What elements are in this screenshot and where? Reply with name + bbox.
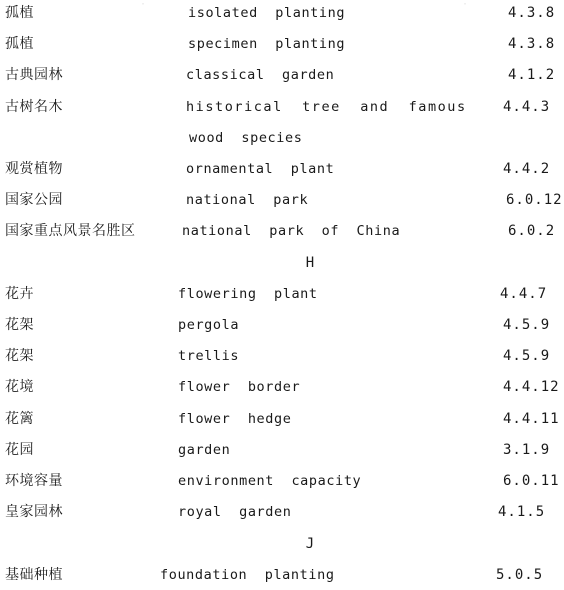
section-letter-j: J [305,536,315,552]
entry-english-term: national park [186,192,309,208]
entry-clause-number: 4.1.2 [508,67,556,83]
entry-row [0,377,564,397]
entry-english-term: flower hedge [178,411,292,427]
entry-chinese-term: 花境 [5,379,34,395]
entry-english-term: environment capacity [178,473,362,489]
entry-english-term: trellis [178,348,240,364]
entry-clause-number: 4.5.9 [503,348,551,364]
entry-row [0,190,564,210]
entry-chinese-term: 古树名木 [5,99,63,115]
entry-english-term: specimen planting [188,36,346,52]
entry-clause-number: 6.0.12 [506,192,563,208]
entry-english-term: national park of China [182,223,401,239]
entry-english-term: flower border [178,379,301,395]
entry-row [0,159,564,179]
entry-chinese-term: 环境容量 [5,473,63,489]
entry-row [0,221,564,241]
entry-clause-number: 4.4.2 [503,161,551,177]
entry-row [0,346,564,366]
entry-clause-number: 4.5.9 [503,317,551,333]
entry-english-term: pergola [178,317,240,333]
entry-row [0,471,564,491]
entry-clause-number: 6.0.2 [508,223,556,239]
watermark-mark-right: · [462,0,469,10]
entry-row [0,565,564,585]
entry-clause-number: 4.4.12 [503,379,560,395]
entry-chinese-term: 孤植 [5,36,34,52]
section-letter-h: H [305,255,315,271]
entry-clause-number: 6.0.11 [503,473,560,489]
entry-english-term: flowering plant [178,286,318,302]
entry-english-term: garden [178,442,231,458]
entry-english-term: classical garden [186,67,335,83]
entry-clause-number: 3.1.9 [503,442,551,458]
entry-clause-number: 5.0.5 [496,567,544,583]
entry-row [0,65,564,85]
entry-chinese-term: 花园 [5,442,34,458]
entry-chinese-term: 花卉 [5,286,34,302]
entry-row [0,34,564,54]
entry-row-continuation [0,128,564,148]
entry-english-term: royal garden [178,504,292,520]
entry-row [0,97,564,117]
entry-chinese-term: 花架 [5,348,34,364]
entry-chinese-term: 花篱 [5,411,34,427]
entry-chinese-term: 孤植 [5,5,34,21]
entry-english-term: foundation planting [160,567,335,583]
entry-row [0,409,564,429]
entry-english-term: ornamental plant [186,161,335,177]
entry-clause-number: 4.3.8 [508,5,556,21]
entry-clause-number: 4.4.7 [500,286,548,302]
entry-row [0,284,564,304]
entry-english-term: isolated planting [188,5,346,21]
entry-chinese-term: 国家重点风景名胜区 [5,223,136,239]
entry-row [0,315,564,335]
entry-chinese-term: 皇家园林 [5,504,63,520]
entry-english-term-continued: wood species [189,130,303,146]
entry-chinese-term: 基础种植 [5,567,63,583]
entry-english-term: historical tree and famous [186,99,467,115]
entry-row [0,3,564,23]
entry-row [0,502,564,522]
entry-clause-number: 4.4.11 [503,411,560,427]
entry-chinese-term: 观赏植物 [5,161,63,177]
entry-chinese-term: 花架 [5,317,34,333]
entry-clause-number: 4.3.8 [508,36,556,52]
entry-clause-number: 4.1.5 [498,504,546,520]
watermark-mark-left: · [140,0,147,10]
entry-row [0,440,564,460]
entry-chinese-term: 国家公园 [5,192,63,208]
entry-clause-number: 4.4.3 [503,99,551,115]
entry-chinese-term: 古典园林 [5,67,63,83]
